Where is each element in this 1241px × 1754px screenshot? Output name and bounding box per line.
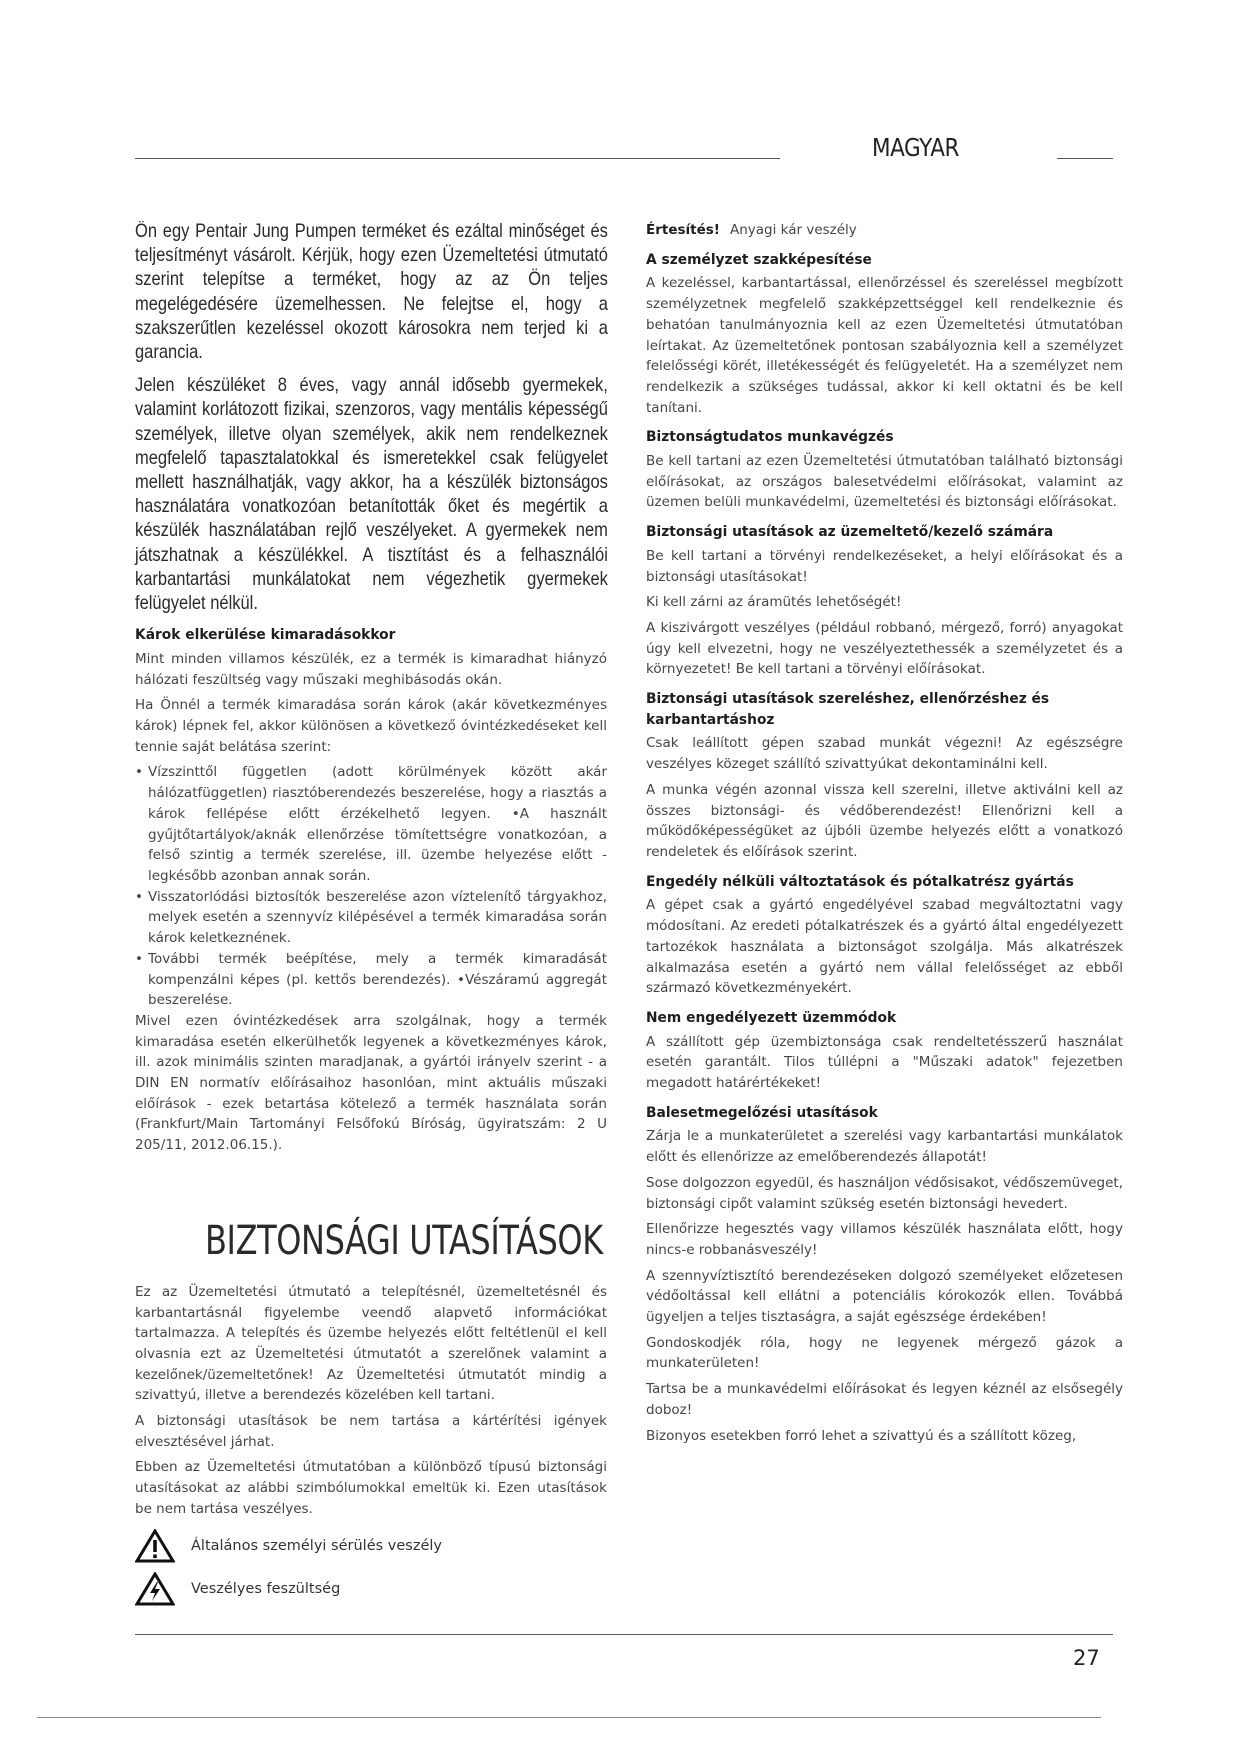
damage-paragraph-1: Mint minden villamos készülék, ez a termék is kimaradhat hiányzó hálózati feszültség vagy műszaki meghibásodás okán. — [135, 650, 607, 688]
unauthorized-heading: Engedély nélküli változtatások és pótalkatrész gyártás — [646, 873, 1074, 890]
damage-paragraph-2: Ha Önnél a termék kimaradása során károk (akár következményes károk) lépnek fel, akkor különösen a következő óvintézkedéseket kell tennie saját belátása szerint: — [135, 697, 607, 755]
safety-title: BIZTONSÁGI UTASÍTÁSOK — [205, 1217, 603, 1264]
accident-paragraph-5: Gondoskodjék róla, hogy ne legyenek mérgező gázok a munkaterületen! — [646, 1334, 1123, 1372]
warning-triangle-icon — [135, 1529, 175, 1563]
left-column — [135, 220, 607, 1610]
awareness-heading: Biztonságtudatos munkavégzés — [646, 429, 894, 446]
accident-paragraph-4: A szennyvíztisztító berendezéseken dolgozó személyeket előzetesen védőoltással kell ellátni a potenciális kórokozók ellen. Továbbá ügyeljen a teljes tisztaságra, a saját egészsége érdekében! — [646, 1267, 1123, 1326]
operator-paragraph-1: Be kell tartani a törvényi rendelkezéseket, a helyi előírásokat és a biztonsági utasításokat! — [646, 547, 1123, 585]
notice-label: Értesítés! — [646, 222, 720, 238]
staff-paragraph: A kezeléssel, karbantartással, ellenőrzéssel és szereléssel megbízott személyzetnek megfelelő szakképzettséggel kell rendelkeznie és behatóan tanulmányoznia kell az ezen Üzemeltetési útmutatóban leírtakat. Az üzemeltetőnek pontosan szabályoznia kell a személyzet felelősségi körét, illetékességét és felügyeletét. Ha a személyzet nem rendelkezik a szükséges tudással, akkor ki kell oktatni és be kell tanítani. — [646, 275, 1123, 416]
operator-paragraph-3: A kiszivárgott veszélyes (például robbanó, mérgező, forró) anyagokat úgy kell elvezetni, hogy ne veszélyeztethessék a személyzetet és a környezetet! Be kell tartani a törvényi előírásokat. — [646, 619, 1123, 678]
children-usage-paragraph: Jelen készüléket 8 éves, vagy annál idősebb gyermekek, valamint korlátozott fizikai, szenzoros, vagy mentális képességű személyek, illetve olyan személyek, akik nem rendelkeznek megfelelő tapasztalatokkal és ismeretekkel csak felügyelet mellett használhatják, vagy akkor, ha a készülék biztonságos használatára vonatkozóan betanították őket és megértik a készülék használatában rejlő veszélyeket. A gyermekek nem játszhatnak a készülékkel. A tisztítást és a felhasználói karbantartási munkálatokat nem végezhetik gyermekek felügyelet nélkül. — [135, 375, 608, 615]
awareness-paragraph: Be kell tartani az ezen Üzemeltetési útmutatóban található biztonsági előírásokat, az országos balesetvédelmi előírásokat, valamint az üzemen belüli munkavédelmi, üzemeltetési és biztonsági előírásokat. — [646, 453, 1123, 511]
accident-paragraph-1: Zárja le a munkaterületet a szerelési vagy karbantartási munkálatok előtt és ellenőrizze az emelőberendezés állapotát! — [646, 1128, 1123, 1166]
damage-heading: Károk elkerülése kimaradásokkor — [135, 627, 396, 644]
symbol-voltage-label: Veszélyes feszültség — [191, 1580, 341, 1597]
modes-paragraph: A szállított gép üzembiztonsága csak rendeltetésszerű használat esetén garantált. Tilos túllépni a "Műszaki adatok" fejezetben megadott határértékeket! — [646, 1033, 1123, 1092]
safety-paragraph-2: A biztonsági utasítások be nem tartása a kártérítési igények elvesztésével járhat. — [135, 1413, 607, 1450]
symbol-voltage-row — [135, 1572, 607, 1606]
assembly-paragraph-1: Csak leállított gépen szabad munkát végezni! Az egészségre veszélyes közeget szállító szivattyúkat dekontaminálni kell. — [646, 735, 1123, 773]
accident-paragraph-7: Bizonyos esetekben forró lehet a szivattyú és a szállított közeg, — [646, 1427, 1077, 1444]
precaution-list — [135, 762, 607, 1010]
list-item: • Visszatorlódási biztosítók beszerelése azon víztelenítő tárgyakhoz, melyek esetén a szennyvíz kilépésével a termék kimaradása során károk keletkeznének. — [135, 887, 607, 949]
symbol-general-label: Általános személyi sérülés veszély — [191, 1537, 442, 1554]
intro-paragraph: Ön egy Pentair Jung Pumpen terméket és ezáltal minőséget és teljesítményt vásárolt. Kérjük, hogy ezen Üzemeltetési útmutató szerint telepítse a terméket, hogy az az Ön teljes megelégedésére üzemelhessen. Ne felejtse el, hogy a szakszerűtlen kezeléssel okozott károsokra nem terjed ki a garancia. — [135, 221, 608, 364]
accident-paragraph-6: Tartsa be a munkavédelmi előírásokat és legyen kéznél az elsősegély doboz! — [646, 1381, 1123, 1418]
modes-heading: Nem engedélyezett üzemmódok — [646, 1009, 897, 1026]
accident-heading: Balesetmegelőzési utasítások — [646, 1104, 878, 1121]
header-rule-right — [1057, 158, 1113, 159]
safety-paragraph-3: Ebben az Üzemeltetési útmutatóban a különböző típusú biztonsági utasításokat az alábbi szimbólumokkal emeltük ki. Ezen utasítások be nem tartása veszélyes. — [135, 1459, 607, 1517]
operator-paragraph-2: Ki kell zárni az áramütés lehetőségét! — [646, 594, 902, 611]
notice-text: Anyagi kár veszély — [729, 222, 857, 238]
notice-row — [646, 220, 1123, 241]
assembly-heading: Biztonsági utasítások szereléshez, ellenőrzéshez és karbantartáshoz — [646, 691, 1050, 728]
bottom-rule — [37, 1717, 1101, 1718]
symbol-general-row — [135, 1529, 607, 1563]
list-item: • További termék beépítése, mely a termék kimaradását kompenzálni képes (pl. kettős berendezés). •Vészáramú aggregát beszerelése. — [135, 949, 607, 1011]
operator-heading: Biztonsági utasítások az üzemeltető/kezelő számára — [646, 524, 1054, 541]
accident-paragraph-2: Sose dolgozzon egyedül, és használjon védősisakot, védőszemüveget, biztonsági cipőt valamint szükség esetén biztonsági hevedert. — [646, 1174, 1123, 1212]
accident-paragraph-3: Ellenőrizze hegesztés vagy villamos készülék használata előtt, hogy nincs-e robbanásveszély! — [646, 1221, 1123, 1258]
footer-rule — [135, 1634, 1113, 1635]
language-header: MAGYAR — [872, 133, 960, 162]
staff-heading: A személyzet szakképesítése — [646, 251, 872, 268]
damage-paragraph-3: Mivel ezen óvintézkedések arra szolgálnak, hogy a termék kimaradása esetén elkerülhetők legyenek a következményes károk, ill. azok minimális szinten maradjanak, a gyártói irányelv szerint - a DIN EN normatív előírásaihoz hasonlóan, mint aktuális műszaki előírások - ezek betartása kötelező a termék használata során (Frankfurt/Main Tartományi Felsőfokú Bíróság, ügyiratszám: 2 U 205/11, 2012.06.15.). — [135, 1012, 607, 1154]
list-item: • Vízszinttől független (adott körülmények között akár hálózatfüggetlen) riasztóberendezés beszerelése, hogy a riasztás a károk fellépése előtt érzékelhető legyen. •A használt gyűjtőtartályok/aknák ellenőrzése tömítettségre vonatkozóan, a felső szintig a termék szerelése, ill. üzembe helyezése előtt - legkésőbb azonban annak során. — [135, 762, 607, 886]
right-column — [646, 220, 1123, 1446]
assembly-paragraph-2: A munka végén azonnal vissza kell szerelni, illetve aktiválni kell az összes biztonsági- és védőberendezést! Ellenőrizni kell a működőképességüket az újbóli üzembe helyezés előtt a vonatkozó rendeletek és előírások szerint. — [646, 781, 1123, 860]
page-number: 27 — [1073, 1646, 1100, 1670]
header-rule-left — [135, 158, 780, 159]
safety-paragraph-1: Ez az Üzemeltetési útmutató a telepítésnél, üzemeltetésnél és karbantartásnál figyelembe veendő alapvető információkat tartalmazza. A telepítés és üzembe helyezés előtt feltétlenül el kell olvasnia ezt az Üzemeltetési útmutatót a szerelőnek valamint a kezelőnek/üzemeltetőnek! Az Üzemeltetési útmutatót mindig a szivattyú, illetve a berendezés közelében kell tartani. — [135, 1283, 607, 1404]
unauthorized-paragraph: A gépet csak a gyártó engedélyével szabad megváltoztatni vagy módosítani. Az eredeti pótalkatrészek és a gyártó által engedélyezett tartozékok használata a biztonságot szolgálja. Más alkatrészek alkalmazása esetén a gyártó nem vállal felelősséget az ebből származó következményekért. — [646, 897, 1123, 997]
high-voltage-icon — [135, 1572, 175, 1606]
